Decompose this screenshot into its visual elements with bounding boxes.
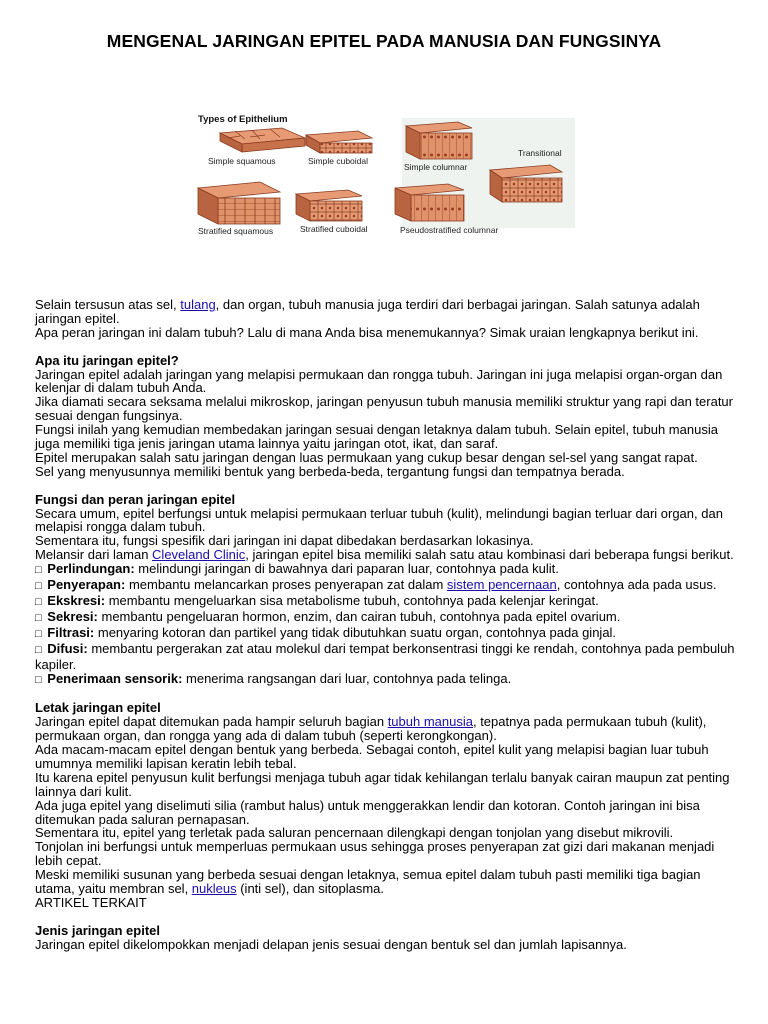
paragraph-text: , tepatnya pada permukaan tubuh (kulit), permukaan organ, dan rongga yang ada di dalam tubuh (seperti kerongkongan). <box>35 714 707 744</box>
intro-text: , dan organ, tubuh manusia juga terdiri dari berbagai jaringan. Salah satunya adalah jaringan epitel. <box>35 297 700 326</box>
bullet-icon: □ <box>35 643 42 656</box>
paragraph: Tonjolan ini berfungsi untuk memperluas permukaan usus sehingga proses penyerapan zat gizi dari makanan menjadi lebih cepat. <box>35 839 715 869</box>
paragraph <box>35 715 735 743</box>
paragraph <box>35 548 735 562</box>
page-title: MENGENAL JARINGAN EPITEL PADA MANUSIA DAN FUNGSINYA <box>106 31 662 51</box>
pseudostratified-columnar-tissue <box>395 184 464 221</box>
stratified-squamous-tissue <box>198 182 280 224</box>
function-term: Difusi: <box>47 640 88 656</box>
intro-text: Selain tersusun atas sel, <box>35 297 181 312</box>
paragraph: Ada macam-macam epitel dengan bentuk yang berbeda. Sebagai contoh, epitel kulit yang melapisi bagian luar tubuh umumnya memiliki lapisan keratin lebih tebal. <box>35 742 709 771</box>
paragraph: Jika diamati secara seksama melalui mikroskop, jaringan penyusun tubuh manusia memiliki struktur yang rapi dan teratur sesuai dengan fungsinya. <box>35 394 733 424</box>
intro-paragraph-2: Apa peran jaringan ini dalam tubuh? Lalu di mana Anda bisa menemukannya? Simak uraian lengkapnya berikut ini. <box>35 324 699 340</box>
function-term: Penyerapan: <box>47 577 126 593</box>
transitional-tissue <box>490 165 562 202</box>
function-text: , contohnya ada pada usus. <box>556 577 717 593</box>
bullet-icon: □ <box>35 564 42 577</box>
paragraph: Sel yang menyusunnya memiliki bentuk yang berbeda-beda, tergantung fungsi dan tempatnya berada. <box>35 463 625 479</box>
simple-columnar-tissue <box>406 122 472 159</box>
paragraph-text: , jaringan epitel bisa memiliki salah satu atau kombinasi dari beberapa fungsi berikut. <box>245 547 734 563</box>
function-term: Sekresi: <box>47 608 98 624</box>
paragraph: Jaringan epitel dikelompokkan menjadi delapan jenis sesuai dengan bentuk sel dan jumlah lapisannya. <box>35 936 627 952</box>
paragraph-text: (inti sel), dan sitoplasma. <box>236 881 385 897</box>
heading-apa-itu: Apa itu jaringan epitel? <box>35 352 179 368</box>
paragraph: Jaringan epitel adalah jaringan yang melapisi permukaan dan rongga tubuh. Jaringan ini juga melapisi organ-organ dan kelenjar di dalam tubuh Anda. <box>35 366 723 396</box>
label-stratified-squamous: Stratified squamous <box>198 226 274 236</box>
label-pseudostratified-columnar: Pseudostratified columnar <box>400 225 499 235</box>
intro-paragraph-1 <box>35 298 735 326</box>
paragraph: Fungsi inilah yang kemudian membedakan jaringan sesuai dengan letaknya dalam tubuh. Selain epitel, tubuh manusia juga memiliki tiga jenis jaringan utama lainnya yaitu jaringan otot, ikat, dan saraf. <box>35 422 718 452</box>
bullet-icon: □ <box>35 580 42 593</box>
link-sistem-pencernaan[interactable]: sistem pencernaan <box>446 577 557 593</box>
function-item <box>35 594 735 610</box>
simple-squamous-tissue <box>220 128 305 152</box>
link-nukleus[interactable]: nukleus <box>191 881 237 897</box>
function-text: membantu melancarkan proses penyerapan zat dalam <box>125 577 447 593</box>
function-term: Filtrasi: <box>47 624 95 640</box>
function-term: Ekskresi: <box>47 593 106 608</box>
paragraph: Itu karena epitel penyusun kulit berfungsi menjaga tubuh agar tidak kehilangan terlalu banyak cairan maupun zat penting lainnya dari kulit. <box>35 769 730 799</box>
epithelium-illustration <box>190 108 575 242</box>
paragraph <box>35 868 735 896</box>
heading-jenis: Jenis jaringan epitel <box>35 922 160 938</box>
heading-fungsi: Fungsi dan peran jaringan epitel <box>35 491 236 507</box>
function-term: Perlindungan: <box>47 561 135 577</box>
simple-cuboidal-tissue <box>306 131 372 153</box>
link-tubuh-manusia[interactable]: tubuh manusia <box>387 714 473 730</box>
bullet-icon: □ <box>35 627 42 640</box>
function-item <box>35 642 735 672</box>
function-text: menerima rangsangan dari luar, contohnya pada telinga. <box>182 670 512 686</box>
function-term: Penerimaan sensorik: <box>47 670 183 686</box>
paragraph: Sementara itu, fungsi spesifik dari jaringan ini dapat dibedakan berdasarkan lokasinya. <box>35 533 534 549</box>
paragraph: Ada juga epitel yang diselimuti silia (rambut halus) untuk menggerakkan lendir dan kotoran. Contoh jaringan ini bisa ditemukan pada saluran pernapasan. <box>35 797 700 827</box>
function-item <box>35 610 735 626</box>
function-item <box>35 562 735 578</box>
bullet-icon: □ <box>35 673 42 686</box>
paragraph-text: Jaringan epitel dapat ditemukan pada hampir seluruh bagian <box>35 714 388 730</box>
paragraph: Secara umum, epitel berfungsi untuk melapisi permukaan terluar tubuh (kulit), melindungi bagian terluar dari organ, dan melapisi rongga dalam tubuh. <box>35 505 723 535</box>
paragraph-text: Meski memiliki susunan yang berbeda sesuai dengan letaknya, semua epitel dalam tubuh pasti memiliki tiga bagian utama, yaitu membran sel, <box>35 867 701 897</box>
link-cleveland-clinic[interactable]: Cleveland Clinic <box>152 547 246 563</box>
paragraph: Epitel merupakan salah satu jaringan dengan luas permukaan yang cukup besar dengan sel-sel yang sangat rapat. <box>35 449 698 465</box>
figure-title: Types of Epithelium <box>198 114 288 125</box>
function-text: melindungi jaringan di bawahnya dari paparan luar, contohnya pada kulit. <box>134 561 559 577</box>
paragraph: Sementara itu, epitel yang terletak pada saluran pencernaan dilengkapi dengan tonjolan yang disebut mikrovili. <box>35 825 674 841</box>
related-articles-label: ARTIKEL TERKAIT <box>35 895 147 911</box>
function-item <box>35 626 735 642</box>
epithelium-types-figure <box>190 108 575 242</box>
label-simple-columnar: Simple columnar <box>404 162 468 172</box>
function-text: membantu mengeluarkan sisa metabolisme tubuh, contohnya pada kelenjar keringat. <box>105 593 599 608</box>
label-simple-squamous: Simple squamous <box>208 156 276 166</box>
function-item <box>35 672 735 688</box>
label-simple-cuboidal: Simple cuboidal <box>308 156 369 166</box>
bullet-icon: □ <box>35 596 42 608</box>
paragraph-text: Melansir dari laman <box>35 547 153 563</box>
function-text: membantu pengeluaran hormon, enzim, dan cairan tubuh, contohnya pada epitel ovarium. <box>97 608 621 624</box>
label-stratified-cuboidal: Stratified cuboidal <box>300 224 368 234</box>
function-text: membantu pergerakan zat atau molekul dari tempat berkonsentrasi tinggi ke rendah, contohnya pada pembuluh kapiler. <box>35 640 735 672</box>
bullet-icon: □ <box>35 611 42 624</box>
label-transitional: Transitional <box>518 148 562 158</box>
link-tulang[interactable]: tulang <box>180 297 216 312</box>
heading-letak: Letak jaringan epitel <box>35 700 161 716</box>
article-body <box>35 298 735 952</box>
stratified-cuboidal-tissue <box>296 190 362 221</box>
function-item <box>35 578 735 594</box>
function-text: menyaring kotoran dan partikel yang tidak dibutuhkan suatu organ, contohnya pada ginjal. <box>94 624 617 640</box>
